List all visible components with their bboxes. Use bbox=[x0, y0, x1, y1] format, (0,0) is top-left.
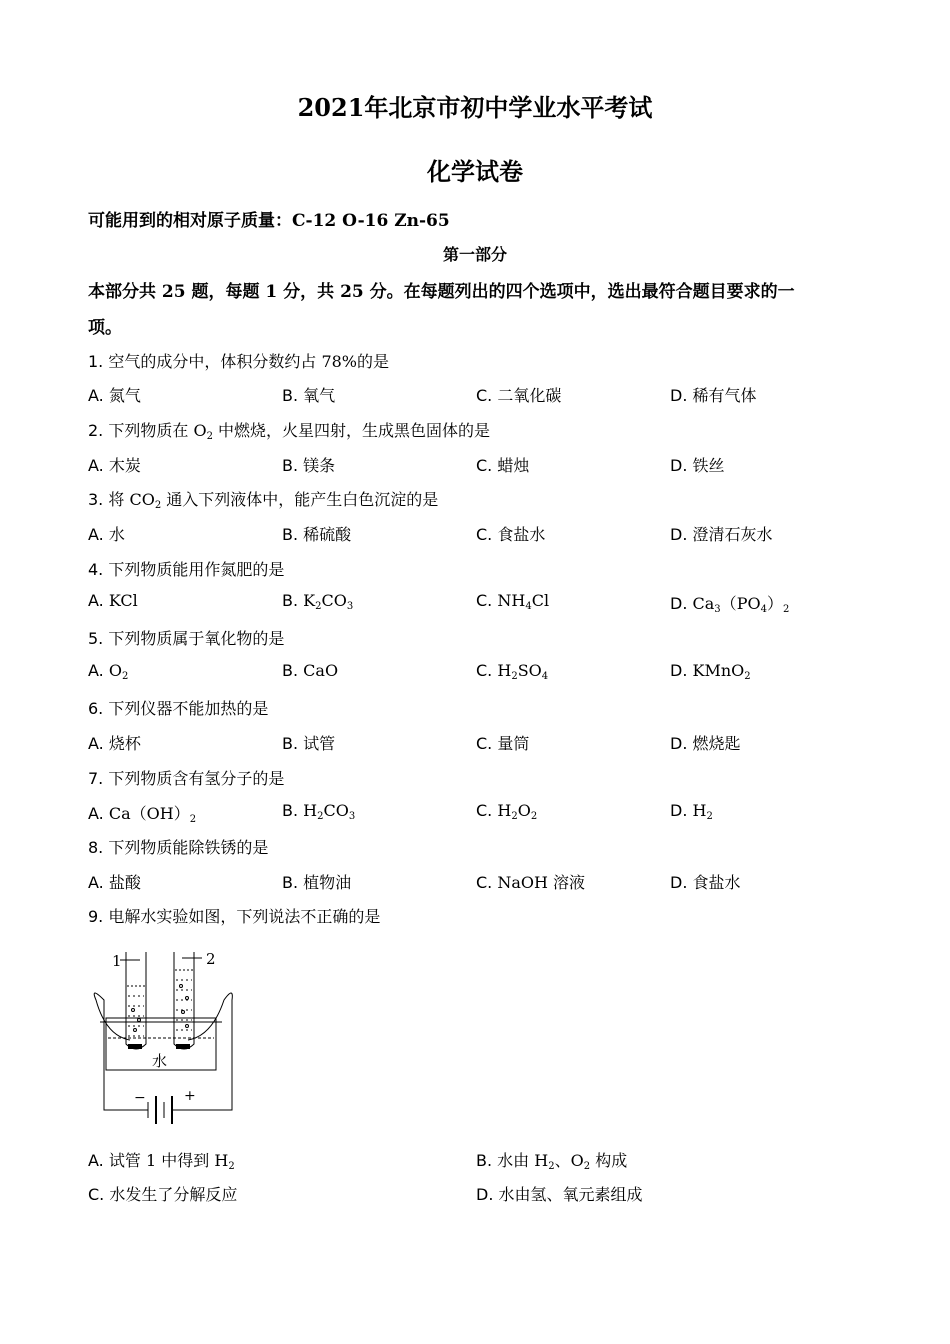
q2-option-b[interactable]: B. 镁条 bbox=[282, 456, 336, 475]
q4-option-c[interactable]: C. $NH_4Cl$ bbox=[476, 591, 550, 612]
test-tube-1 bbox=[126, 952, 146, 1049]
q8-option-b[interactable]: B. 植物油 bbox=[282, 873, 352, 892]
q9-option-a[interactable]: A. 试管 1 中得到 $H_2$ bbox=[88, 1151, 235, 1172]
q5-option-b[interactable]: B. CaO bbox=[282, 661, 339, 680]
electrolysis-apparatus-figure bbox=[86, 940, 238, 1132]
q8-option-d[interactable]: D. 食盐水 bbox=[670, 873, 741, 892]
tube-2-label: 2 bbox=[206, 950, 216, 968]
q9-option-c[interactable]: C. 水发生了分解反应 bbox=[88, 1185, 238, 1204]
q3-option-b[interactable]: B. 稀硫酸 bbox=[282, 525, 352, 544]
question-4: 4. 下列物质能用作氮肥的是 bbox=[88, 560, 285, 579]
q7-option-a[interactable]: A. $Ca(OH)_2$ bbox=[88, 804, 197, 825]
tube-1-label: 1 bbox=[112, 952, 122, 970]
q1-option-c[interactable]: C. 二氧化碳 bbox=[476, 386, 562, 405]
electrode-2 bbox=[176, 1044, 190, 1049]
q1-option-d[interactable]: D. 稀有气体 bbox=[670, 386, 757, 405]
question-9: 9. 电解水实验如图，下列说法不正确的是 bbox=[88, 907, 381, 926]
q7-option-b[interactable]: B. $H_2CO_3$ bbox=[282, 801, 356, 822]
q8-option-a[interactable]: A. 盐酸 bbox=[88, 873, 141, 892]
q3-option-d[interactable]: D. 澄清石灰水 bbox=[670, 525, 773, 544]
paper-subtitle: 化学试卷 bbox=[427, 157, 523, 186]
q6-option-d[interactable]: D. 燃烧匙 bbox=[670, 734, 741, 753]
q7-option-c[interactable]: C. $H_2O_2$ bbox=[476, 801, 538, 822]
positive-terminal-label: + bbox=[184, 1088, 196, 1104]
q5-option-c[interactable]: C. $H_2SO_4$ bbox=[476, 661, 549, 682]
q1-option-a[interactable]: A. 氮气 bbox=[88, 386, 141, 405]
question-2: 2. 下列物质在 $O_2$ 中燃烧，火星四射，生成黑色固体的是 bbox=[88, 421, 491, 442]
question-7: 7. 下列物质含有氢分子的是 bbox=[88, 769, 285, 788]
instructions-line2: 项。 bbox=[88, 318, 122, 338]
q1-option-b[interactable]: B. 氧气 bbox=[282, 386, 336, 405]
question-3: 3. 将 $CO_2$ 通入下列液体中，能产生白色沉淀的是 bbox=[88, 490, 439, 511]
exam-title: 2021年北京市初中学业水平考试 bbox=[297, 93, 653, 122]
q4-option-b[interactable]: B. $K_2CO_3$ bbox=[282, 591, 354, 612]
q3-option-a[interactable]: A. 水 bbox=[88, 525, 125, 544]
q4-option-a[interactable]: A. KCl bbox=[88, 591, 138, 610]
q6-option-c[interactable]: C. 量筒 bbox=[476, 734, 530, 753]
water-label: 水 bbox=[152, 1052, 168, 1070]
q5-option-d[interactable]: D. KMnO$_2$ bbox=[670, 661, 751, 682]
electrode-1 bbox=[128, 1044, 142, 1049]
q5-option-a[interactable]: A. $O_2$ bbox=[88, 661, 129, 682]
section-heading: 第一部分 bbox=[442, 245, 507, 264]
negative-terminal-label: − bbox=[134, 1090, 146, 1106]
q2-option-a[interactable]: A. 木炭 bbox=[88, 456, 141, 475]
q6-option-b[interactable]: B. 试管 bbox=[282, 734, 336, 753]
q3-option-c[interactable]: C. 食盐水 bbox=[476, 525, 546, 544]
question-1: 1. 空气的成分中，体积分数约占 78%的是 bbox=[88, 352, 390, 371]
q4-option-d[interactable]: D. $Ca_3(PO_4)_2$ bbox=[670, 594, 790, 615]
atomic-mass-line: 可能用到的相对原子质量：C-12 O-16 Zn-65 bbox=[88, 211, 450, 231]
q8-option-c[interactable]: C. NaOH 溶液 bbox=[476, 873, 586, 892]
q2-option-d[interactable]: D. 铁丝 bbox=[670, 456, 725, 475]
q7-option-d[interactable]: D. $H_2$ bbox=[670, 801, 713, 822]
instructions-line1: 本部分共 25 题，每题 1 分，共 25 分。在每题列出的四个选项中，选出最符合题目要求的一 bbox=[88, 282, 795, 302]
question-8: 8. 下列物质能除铁锈的是 bbox=[88, 838, 269, 857]
q9-option-d[interactable]: D. 水由氢、氧元素组成 bbox=[476, 1185, 643, 1204]
q9-option-b[interactable]: B. 水由 $H_2$、$O_2$ 构成 bbox=[476, 1151, 628, 1172]
q6-option-a[interactable]: A. 烧杯 bbox=[88, 734, 141, 753]
q2-option-c[interactable]: C. 蜡烛 bbox=[476, 456, 530, 475]
question-6: 6. 下列仪器不能加热的是 bbox=[88, 699, 269, 718]
question-5: 5. 下列物质属于氧化物的是 bbox=[88, 629, 285, 648]
